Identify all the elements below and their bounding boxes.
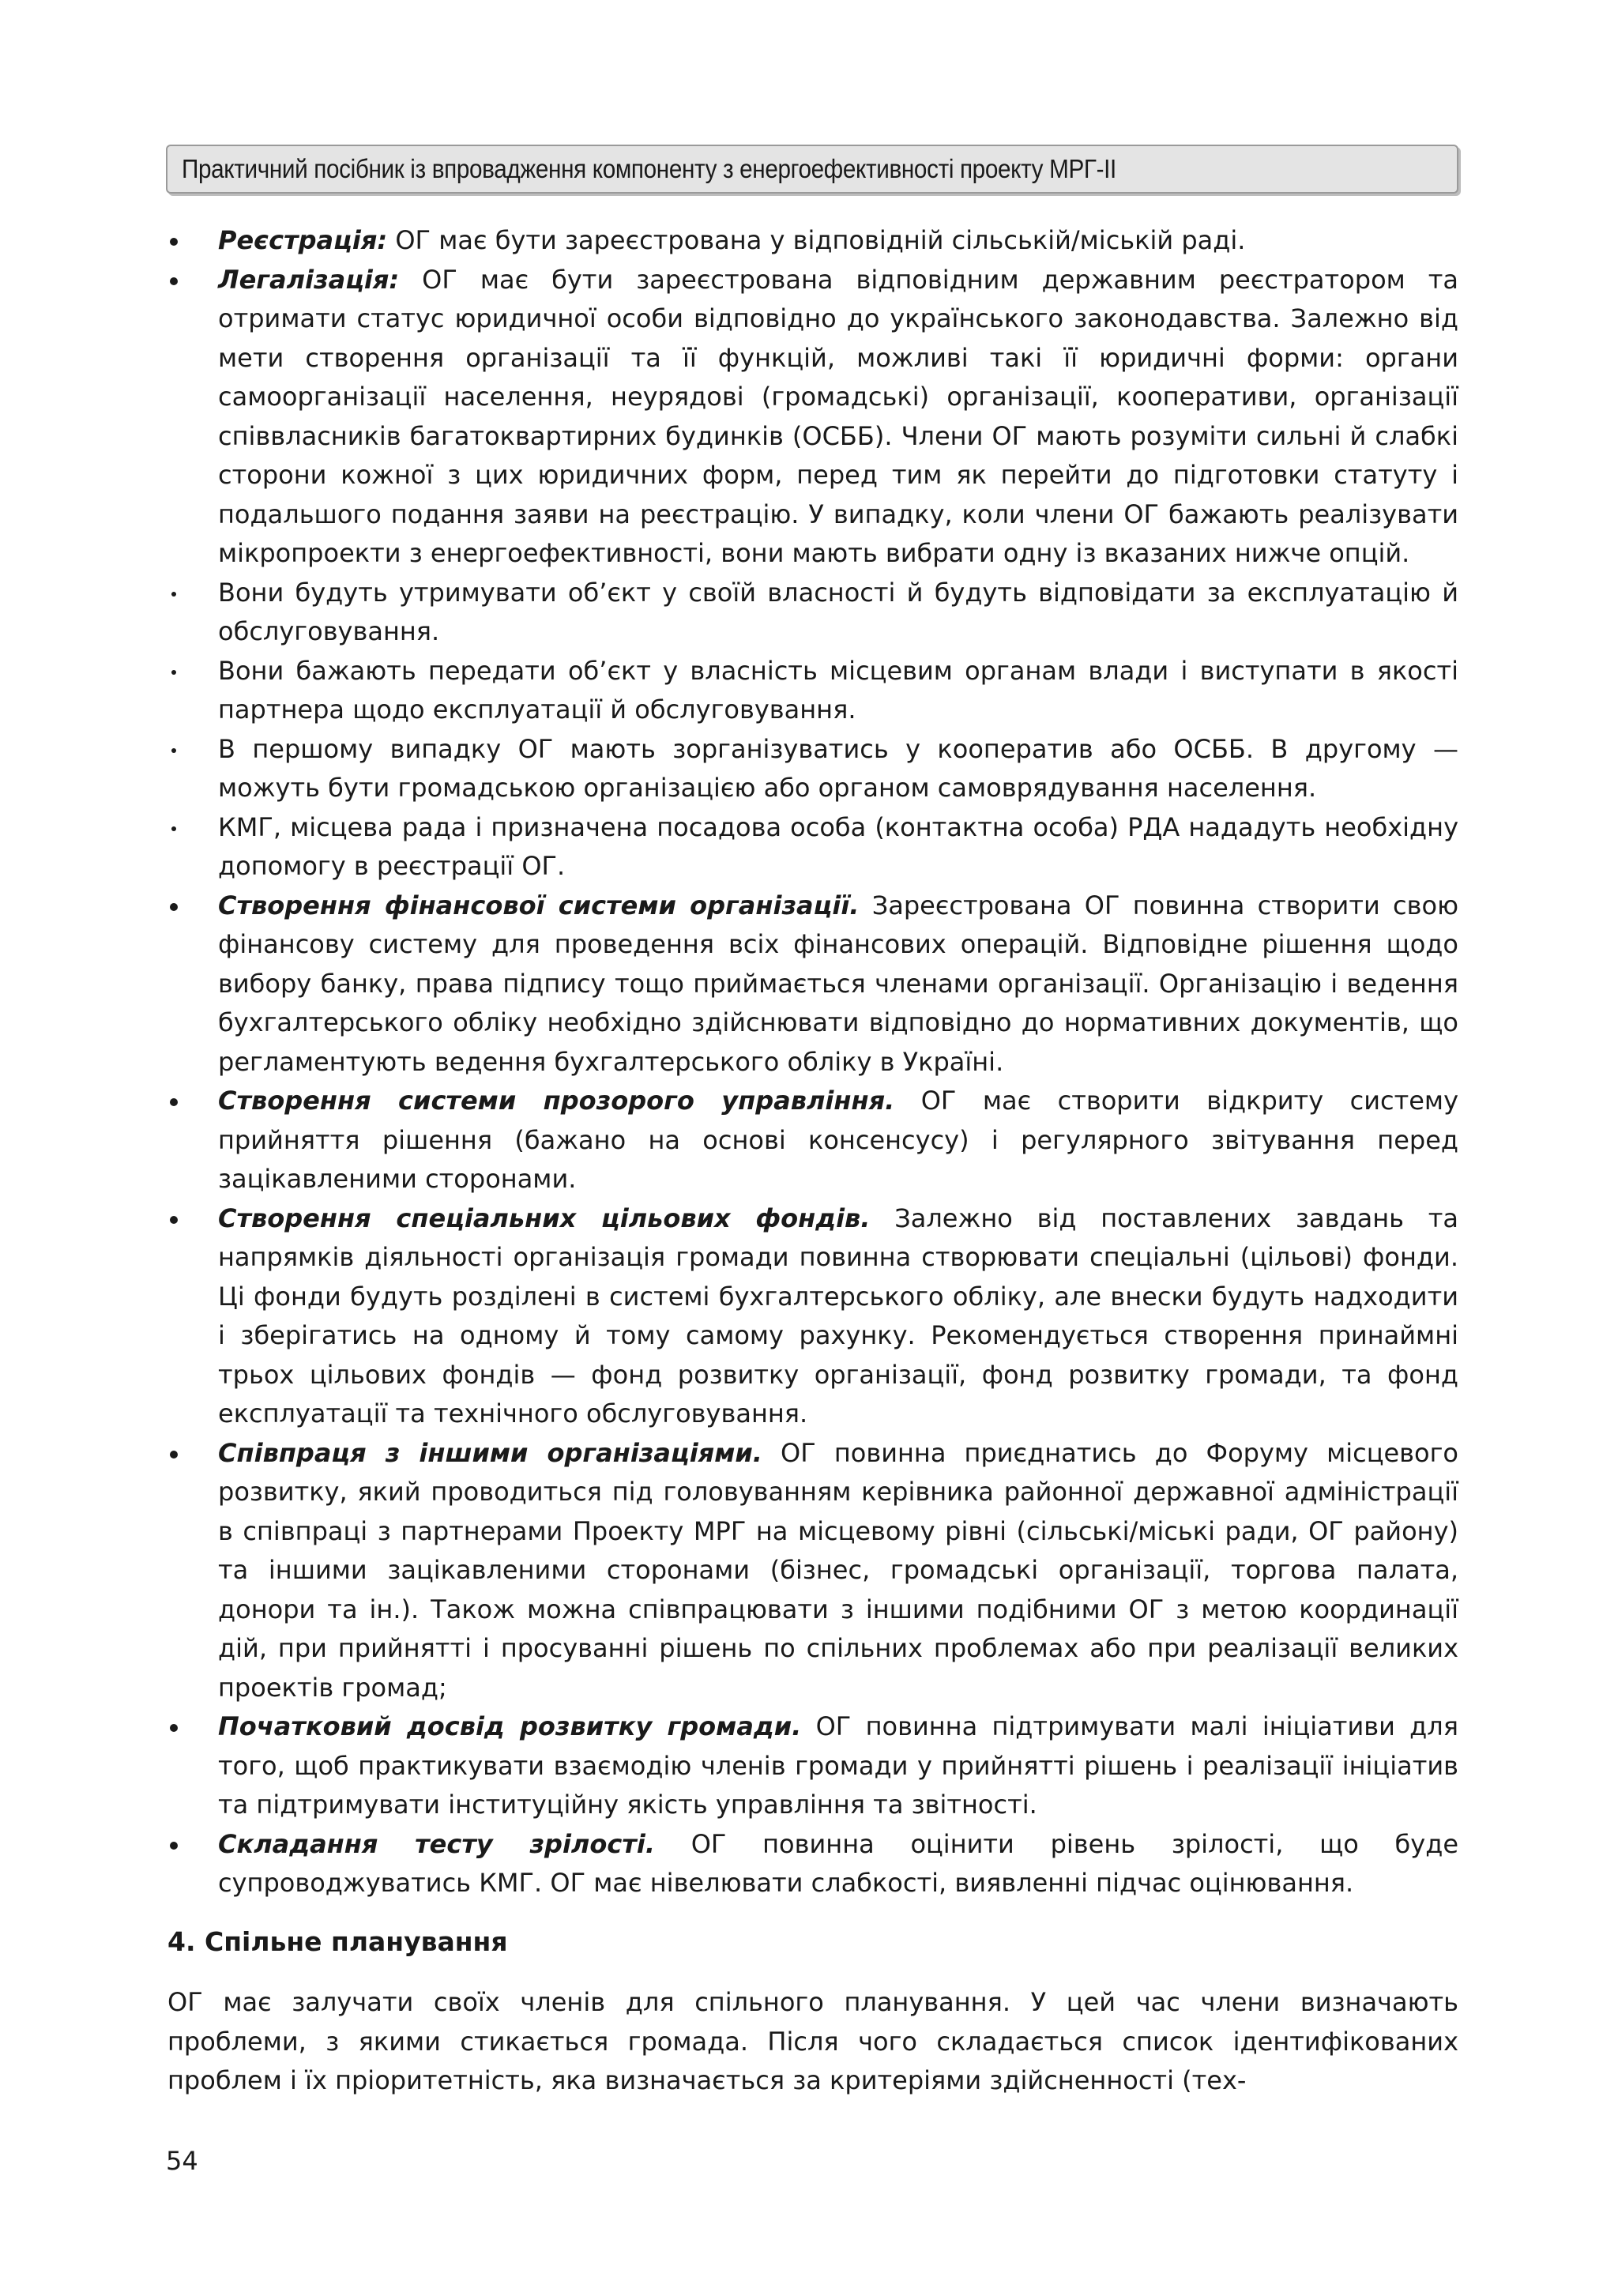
list-item — [167, 1199, 1458, 1434]
list-item — [167, 574, 1458, 652]
list-item-text: ОГ повинна приєднатись до Форуму місцевого розвитку, який проводиться під головуванням керівника районної державної адміністрації в співпраці з партнерами Проекту МРГ на місцевому рівні (сільські/міські ради, ОГ району) та іншими зацікавленими сторонами (бізнес, громадські організації, торгова палата, донори та ін.). Також можна співпрацювати з іншими подібними ОГ з метою координації дій, при прийнятті і просуванні рішень по спільних проблемах або при реалізації великих проектів громад; — [218, 1437, 1459, 1703]
list-item-text: ОГ повинна підтримувати малі ініціативи для того, щоб практикувати взаємодію членів громади у прийнятті рішень і реалізації ініціатив та підтримувати інституційну якість управління та звітності. — [218, 1711, 1459, 1820]
section-heading: 4. Спільне планування — [167, 1925, 508, 1957]
list-item — [167, 1825, 1458, 1903]
list-item-text: Зареєстрована ОГ повинна створити свою фінансову систему для проведення всіх фінансових операцій. Відповідне рішення щодо вибору банку, права підпису тощо приймається членами організації. Організацію і ведення бухгалтерського обліку необхідно здійснювати відповідно до нормативних документів, що регламентують ведення бухгалтерського обліку в Україні. — [218, 890, 1459, 1077]
list-item-text: В першому випадку ОГ мають зорганізуватись у кооператив або ОСББ. В другому — можуть бути громадською організацією або органом самоврядування населення. — [218, 733, 1458, 803]
list-item — [167, 808, 1458, 886]
list-item-text: КМГ, місцева рада і призначена посадова особа (контактна особа) РДА нададуть необхідну допомогу в реєстрації ОГ. — [218, 811, 1458, 881]
list-item — [167, 261, 1458, 574]
list-item — [167, 730, 1458, 808]
list-item-text: Вони бажають передати об’єкт у власність місцевим органам влади і виступати в якості партнера щодо експлуатації й обслуговування. — [218, 655, 1458, 725]
list-item-term: Співпраця з іншими організаціями. — [218, 1437, 762, 1468]
list-item-text: Вони будуть утримувати об’єкт у своїй власності й будуть відповідати за експлуатацію й обслуговування. — [218, 577, 1458, 646]
bullet-list — [167, 221, 1458, 1903]
list-item-term: Створення системи прозорого управління. — [218, 1086, 895, 1116]
list-item-text: ОГ має бути зареєстрована у відповідній сільській/міській раді. — [387, 225, 1246, 255]
section-paragraph: ОГ має залучати своїх членів для спільного планування. У цей час члени визначають проблеми, з якими стикається громада. Після чого складається список ідентифікованих проблем і їх пріоритетність, яка визначається за критеріями здійсненності (тех- — [167, 1987, 1458, 2095]
list-item — [167, 1082, 1458, 1199]
running-header-title: Практичний посібник із впровадження компоненту з енергоефективності проекту МРГ-ІІ — [182, 154, 1116, 183]
list-item — [167, 1434, 1458, 1708]
list-item-term: Складання тесту зрілості. — [218, 1828, 655, 1859]
list-item — [167, 652, 1458, 730]
page-number: 54 — [166, 2146, 198, 2176]
list-item-term: Створення фінансової системи організації. — [218, 890, 860, 920]
list-item-term: Створення спеціальних цільових фондів. — [218, 1203, 871, 1233]
list-item-text: Залежно від поставлених завдань та напрямків діяльності організація громади повинна створювати спеціальні (цільові) фонди. Ці фонди будуть розділені в системі бухгалтерського обліку, але внески будуть надходити і зберігатись на одному й тому самому рахунку. Рекомендується створення принаймні трьох цільових фондів — фонд розвитку організації, фонд розвитку громади, та фонд експлуатації та технічного обслуговування. — [218, 1203, 1459, 1428]
list-item-term: Початковий досвід розвитку громади. — [218, 1711, 802, 1741]
list-item-term: Реєстрація: — [218, 225, 388, 255]
list-item-text: ОГ має бути зареєстрована відповідним державним реєстратором та отримати статус юридичної особи відповідно до українського законодавства. Залежно від мети створення організації та її функцій, можливі такі її юридичні форми: органи самоорганізації населення, неурядові (громадські) організації, кооперативи, організації співвласників багатоквартирних будинків (ОСББ). Члени ОГ мають розуміти сильні й слабкі сторони кожної з цих юридичних форм, перед тим як перейти до підготовки статуту і подальшого подання заяви на реєстрацію. У випадку, коли члени ОГ бажають реалізувати мікропроекти з енергоефективності, вони мають вибрати одну із вказаних нижче опцій. — [218, 264, 1458, 568]
running-header — [166, 145, 1458, 194]
list-item — [167, 1707, 1458, 1825]
list-item — [167, 221, 1458, 261]
list-item-term: Легалізація: — [218, 264, 400, 295]
main-content — [167, 221, 1458, 2101]
list-item-text: ОГ має створити відкриту систему прийняття рішення (бажано на основі консенсусу) і регулярного звітування перед зацікавленими сторонами. — [218, 1086, 1459, 1194]
list-item — [167, 886, 1458, 1082]
list-item-text: ОГ повинна оцінити рівень зрілості, що буде супроводжуватись КМГ. ОГ має нівелювати слабкості, виявленні підчас оцінювання. — [218, 1828, 1458, 1898]
